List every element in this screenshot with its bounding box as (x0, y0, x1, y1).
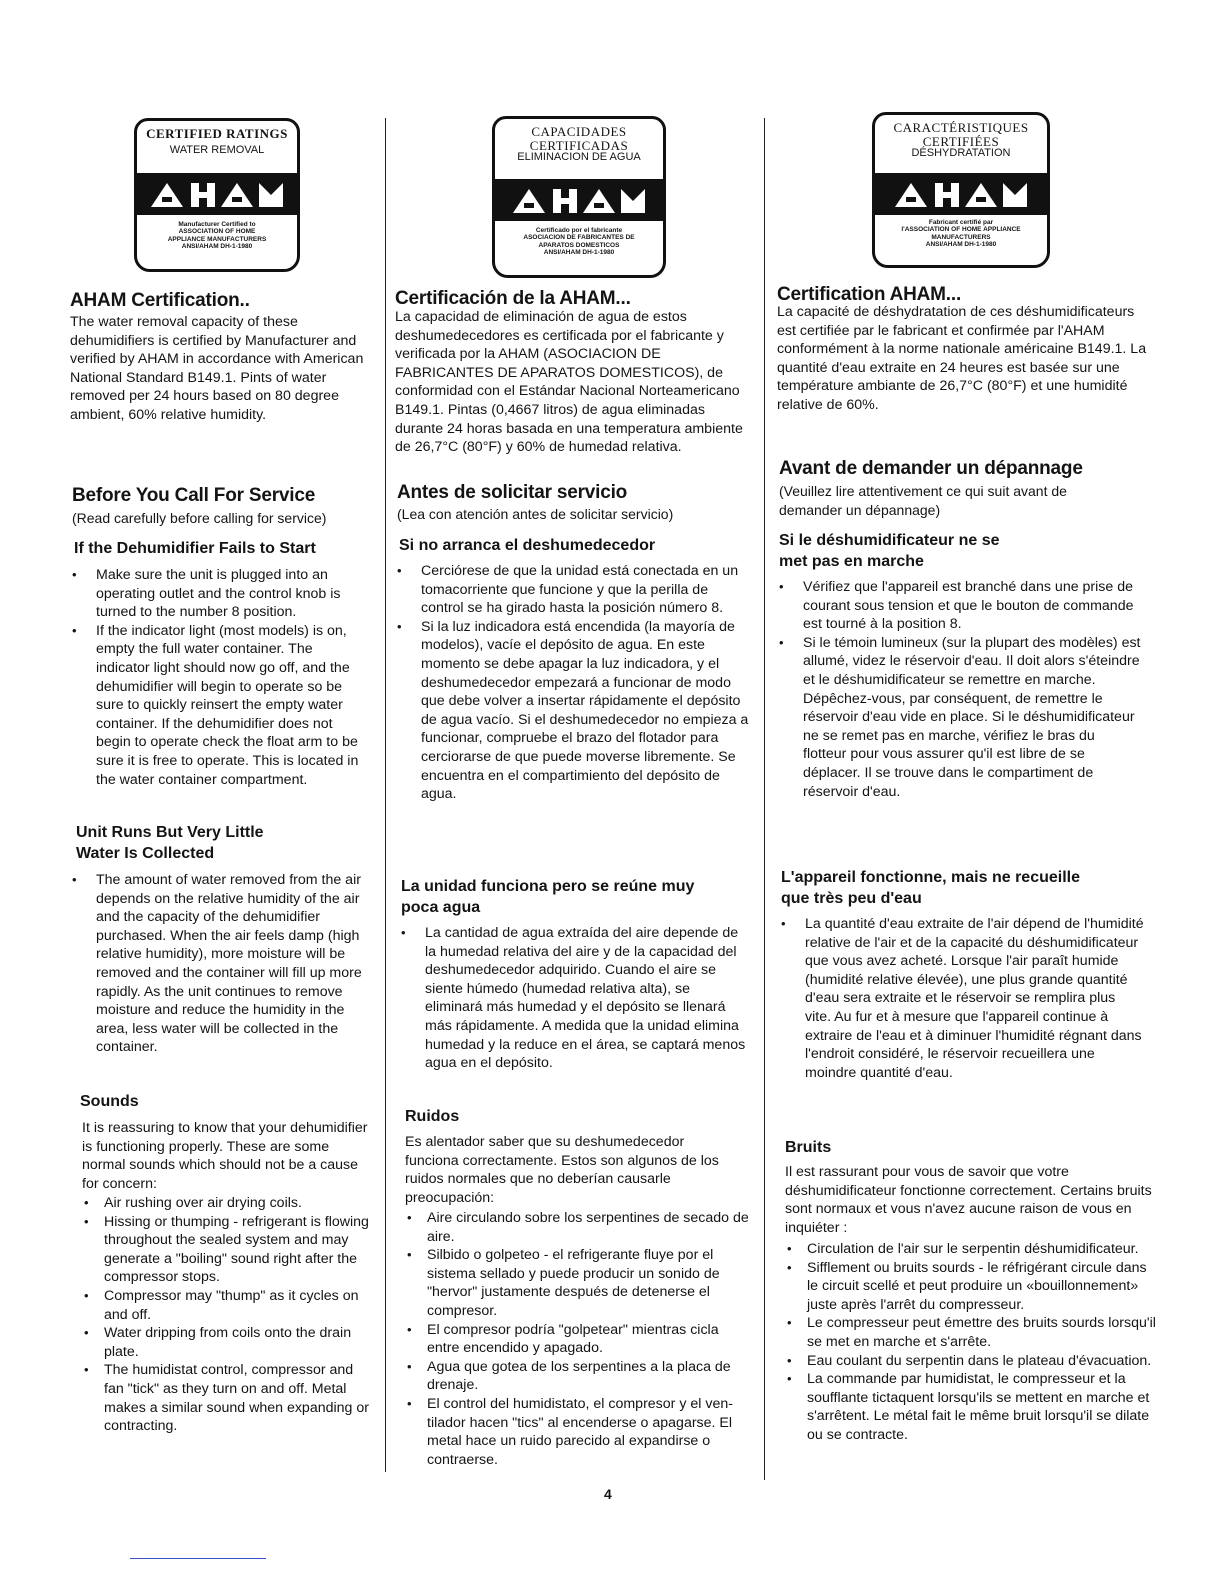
list-item: • The humidistat control, compressor and fan "tick" as they turn on and off. Metal makes a similar sound when expanding or contracting. (82, 1361, 372, 1435)
little-water-title (781, 867, 1080, 909)
list-item: • Make sure the unit is plugged into an operating outlet and the control knob is turned to the number 8 position. (70, 566, 370, 622)
sounds-list (405, 1209, 751, 1469)
fails-to-start-title-line: Si le déshumidificateur ne se (779, 532, 1000, 549)
badge-footer-line: ANSI/AHAM DH-1-1980 (925, 241, 997, 249)
sounds-body: Es alentador saber que su deshumedecedor funciona correctamente. Estos son algunos de los ruidos normales que no deberían causarle preocupación: (405, 1134, 719, 1206)
list-item: • El control del humidistato, el compresor y el ven-tilador hacen "tics" al encenderse o apagarse. El metal hace un ruido parecido al expandirse o contraerse. (405, 1395, 751, 1469)
list-item: • Aire circulando sobre los serpentines de secado de aire. (405, 1209, 751, 1246)
list-item: • Circulation de l'air sur le serpentin déshumidificateur. (785, 1240, 1157, 1259)
french-column (775, 0, 1157, 1584)
badge-footer-line: APARATOS DOMESTICOS (538, 241, 620, 249)
badge-footer-line: MANUFACTURERS (931, 233, 991, 241)
fails-to-start-list (70, 566, 370, 789)
fails-to-start-title: If the Dehumidifier Fails to Start (74, 540, 316, 557)
sounds-title: Sounds (80, 1093, 139, 1110)
list-item: • Vérifiez que l'appareil est branché dans une prise de courant sous tension et que le bouton de commande est tourné à la position 8. (777, 578, 1141, 634)
sounds-list (785, 1240, 1157, 1445)
little-water-title (76, 822, 264, 864)
badge-heading: CARACTÉRISTIQUES (893, 120, 1029, 135)
sounds-title: Ruidos (405, 1108, 460, 1125)
service-title: Antes de solicitar servicio (397, 482, 628, 503)
little-water-title-line: Unit Runs But Very Little (76, 824, 264, 841)
badge-footer-line: l'ASSOCIATION OF HOME APPLIANCE (901, 226, 1021, 234)
little-water-title (401, 876, 694, 918)
list-item: • The amount of water removed from the air depends on the relative humidity of the air and the capacity of the dehumidifier purchased. When the air feels damp (high relative humidity), more moisture will be removed and the container will fill up more rapidly. As the unit continues to remove moisture and reduce the humidity in the area, less water will be collected in the container. (70, 871, 372, 1057)
spanish-column (393, 0, 755, 1584)
badge-heading: CERTIFIÉES (922, 133, 1000, 149)
list-item: • If the indicator light (most models) is on, empty the full water container. The indicator light should now go off, and the dehumidifier will begin to operate so be sure to quickly reinsert the empty water container. If the dehumidifier does not begin to operate check the float arm to be sure it is free to operate. This is located in the water container compartment. (70, 622, 370, 789)
little-water-title-line: Water Is Collected (76, 845, 215, 862)
little-water-title-line: L'appareil fonctionne, mais ne recueille (781, 869, 1080, 886)
badge-heading: CERTIFIED RATINGS (146, 126, 288, 141)
certification-body: The water removal capacity of these dehumidifiers is certified by Manufacturer and verified by AHAM in accordance with American National Standard B149.1. Pints of water removed per 24 hours based on 80 degree ambient, 60% relative humidity. (70, 314, 364, 423)
badge-subheading: WATER REMOVAL (169, 143, 265, 156)
certification-title: Certificación de la AHAM... (395, 288, 631, 309)
list-item: • La commande par humidistat, le compresseur et la soufflante tictaquent lorsqu'ils se mettent en marche et s'arrêtent. Le métal fait le même bruit lorsqu'il se dilate ou se contracte. (785, 1370, 1157, 1444)
column-divider-right (764, 118, 765, 1480)
sounds-body: Il est rassurant pour vous de savoir que votre déshumidificateur fonctionne correctement. Certains bruits sont normaux et vous n'avez aucune raison de vous en inquiéter : (785, 1164, 1152, 1236)
list-item: • Si le témoin lumineux (sur la plupart des modèles) est allumé, videz le réservoir d'eau. Il doit alors s'éteindre et le déshumidificateur se remettre en marche. Dépêchez-vous, par conséquent, de remettre le réservoir d'eau vide en place. Si le déshumidificateur ne se remet pas en marche, vérifiez le bras du flotteur pour vous assurer qu'il est libre de se déplacer. Il se trouve dans le compartiment de réservoir d'eau. (777, 634, 1141, 801)
badge-heading: CERTIFICADAS (529, 137, 629, 153)
badge-footer-line: ASSOCIATION OF HOME (178, 228, 256, 236)
certification-title: AHAM Certification.. (70, 290, 250, 311)
list-item: • Silbido o golpeteo - el refrigerante fluye por el sistema sellado y puede producir un sonido de "hervor" justamente después de detenerse el compresor. (405, 1246, 751, 1320)
page-number: 4 (604, 1486, 612, 1502)
fails-to-start-list (395, 562, 751, 804)
list-item: • El compresor podría "golpetear" mientras cicla entre encendido y apagado. (405, 1321, 751, 1358)
fails-to-start-title-line: met pas en marche (779, 553, 924, 570)
footer-rule (130, 1558, 266, 1559)
list-item: • Air rushing over air drying coils. (82, 1194, 372, 1213)
list-item: • La cantidad de agua extraída del aire depende de la humedad relativa del aire y de la capacidad del deshumedecedor adquirido. Cuando el aire se siente húmedo (humedad relativa alta), se eliminará más humedad y el depósito se llenará más rápidamente. A medida que la unidad elimina humedad y la reduce en el área, se captará menos agua en el depósito. (399, 924, 751, 1073)
list-item: • Eau coulant du serpentin dans le plateau d'évacuation. (785, 1352, 1157, 1371)
little-water-list (70, 871, 372, 1057)
little-water-title-line: que très peu d'eau (781, 890, 922, 907)
fails-to-start-list (777, 578, 1141, 801)
sounds-body: It is reassuring to know that your dehumidifier is functioning properly. These are some normal sounds which should not be a cause for concern: (82, 1120, 368, 1192)
little-water-title-line: La unidad funciona pero se reúne muy (401, 878, 695, 895)
badge-subheading: DÉSHYDRATATION (911, 147, 1011, 160)
fails-to-start-title (779, 530, 1000, 572)
badge-footer-line: Certificado por el fabricante (535, 227, 623, 234)
service-title: Before You Call For Service (72, 485, 316, 506)
badge-footer-line: Fabricant certifié par (928, 219, 994, 226)
service-note: (Veuillez lire attentivement ce qui suit avant de demander un dépannage) (779, 483, 1067, 518)
badge-footer-line: ANSI/AHAM DH-1-1980 (181, 243, 253, 251)
badge-footer-line: ASOCIACION DE FABRICANTES DE (523, 234, 635, 242)
sounds-title: Bruits (785, 1139, 832, 1156)
fails-to-start-title: Si no arranca el deshumedecedor (399, 537, 656, 554)
badge-footer-line: Manufacturer Certified to (178, 221, 256, 228)
list-item: • Water dripping from coils onto the drain plate. (82, 1324, 372, 1361)
little-water-list (779, 915, 1145, 1082)
list-item: • Compressor may "thump" as it cycles on and off. (82, 1287, 372, 1324)
list-item: • Cerciórese de que la unidad está conectada en un tomacorriente que funcione y que la perilla de control se ha girado hasta la posición número 8. (395, 562, 751, 618)
list-item: • Sifflement ou bruits sourds - le réfrigérant circule dans le circuit scellé et peut produire un «bouillonnement» juste après l'arrêt du compresseur. (785, 1259, 1157, 1315)
certification-body: La capacidad de eliminación de agua de estos deshumedecedores es certificada por el fabricante y verificada por la AHAM (ASOCIACION DE FABRICANTES DE APARATOS DOMESTICOS), de conformidad con el Estándar Nacional Norteamericano B149.1. Pintas (0,4667 litros) de agua eliminadas durante 24 horas basada en una temperatura ambiente de 26,7°C (80°F) y 60% de humedad relativa. (395, 309, 743, 456)
badge-footer-line: ANSI/AHAM DH-1-1980 (543, 249, 615, 257)
list-item: • Agua que gotea de los serpentines a la placa de drenaje. (405, 1358, 751, 1395)
column-divider-left (385, 118, 386, 1472)
little-water-list (399, 924, 751, 1073)
service-note: (Read carefully before calling for service) (72, 510, 327, 526)
service-title: Avant de demander un dépannage (779, 458, 1083, 479)
sounds-list (82, 1194, 372, 1436)
list-item: • Hissing or thumping - refrigerant is flowing throughout the sealed system and may generate a "boiling" sound right after the compressor stops. (82, 1213, 372, 1287)
service-note: (Lea con atención antes de solicitar servicio) (397, 506, 674, 522)
english-column (70, 0, 376, 1584)
list-item: • La quantité d'eau extraite de l'air dépend de l'humidité relative de l'air et de la capacité du déshumidificateur que vous avez acheté. Lorsque l'air paraît humide (humidité relative élevée), une plus grande quantité d'eau sera extraite et le réservoir se remplira plus vite. Au fur et à mesure que l'appareil continue à extraire de l'eau et à diminuer l'humidité régnant dans l'endroit considéré, le réservoir recueillera une moindre quantité d'eau. (779, 915, 1145, 1082)
certification-body: La capacité de déshydratation de ces déshumidificateurs est certifiée par le fabricant et confirmée par l'AHAM conformément à la norme nationale américaine B149.1. La quantité d'eau extraite en 24 heures est basée sur une température ambiante de 26,7°C (80°F) et une humidité relative de 60%. (777, 304, 1147, 413)
certification-title: Certification AHAM... (777, 284, 962, 305)
badge-subheading: ELIMINACION DE AGUA (517, 151, 641, 164)
list-item: • Si la luz indicadora está encendida (la mayoría de modelos), vacíe el depósito de agua. En este momento se debe apagar la luz indicadora, y el deshumedecedor empezará a funcionar de modo que debe volver a insertar rápidamente el depósito de agua vacío. Si el deshumedecedor no empieza a funcionar, compruebe el brazo del flotador para cerciorarse de que puede moverse libremente. Se encuentra en el compartimiento del depósito de agua. (395, 618, 751, 804)
list-item: • Le compresseur peut émettre des bruits sourds lorsqu'il se met en marche et s'arrête. (785, 1314, 1157, 1351)
little-water-title-line: poca agua (401, 899, 481, 916)
badge-footer-line: APPLIANCE MANUFACTURERS (167, 235, 267, 243)
badge-heading: CAPACIDADES (531, 124, 627, 139)
